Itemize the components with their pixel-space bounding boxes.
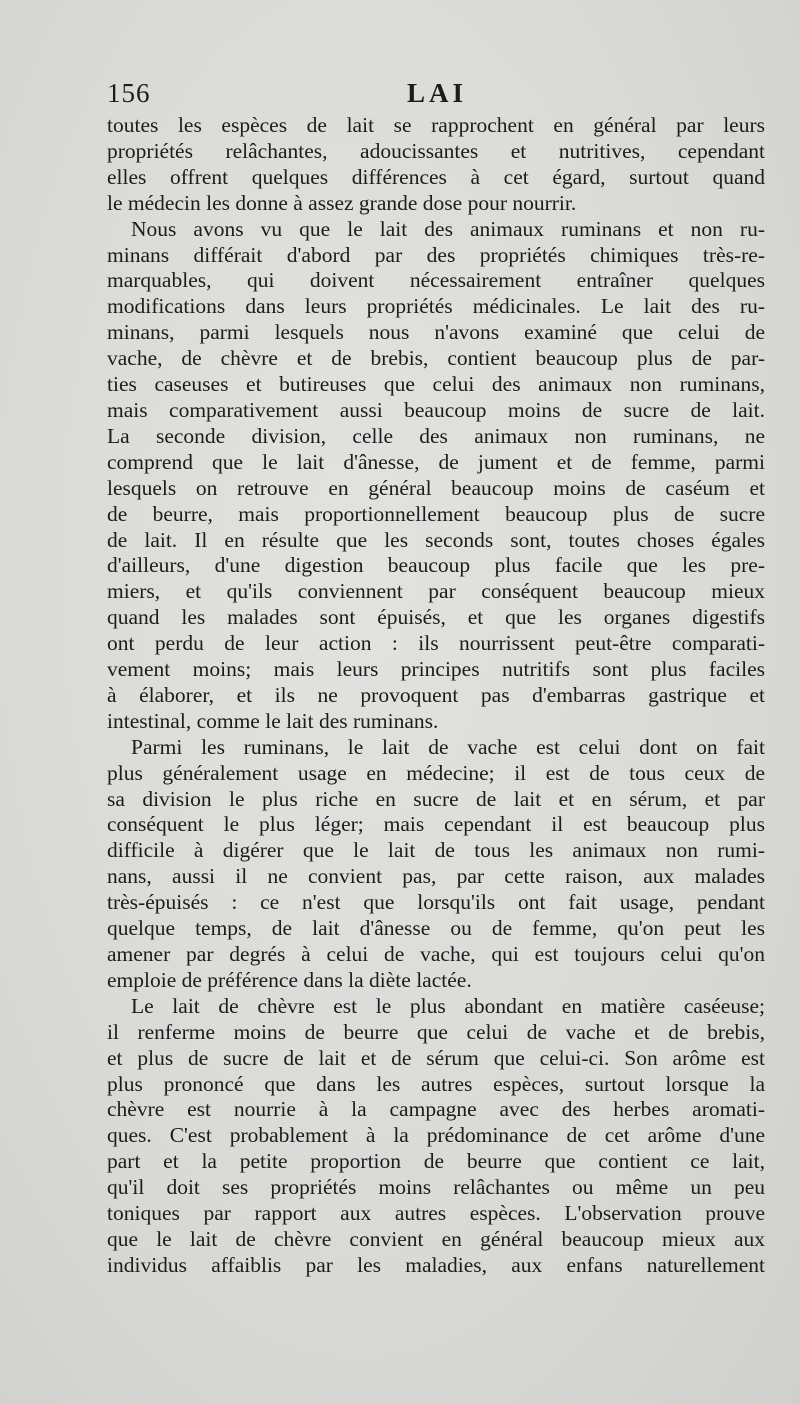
text-line: et plus de sucre de lait et de sérum que celui-ci. Son arôme est bbox=[107, 1045, 765, 1070]
text-line: Le lait de chèvre est le plus abondant en matière caséeuse; bbox=[131, 993, 765, 1018]
text-line: plus généralement usage en médecine; il est de tous ceux de bbox=[107, 760, 765, 785]
text-line: nans, aussi il ne convient pas, par cette raison, aux malades bbox=[107, 864, 765, 889]
text-line: plus prononcé que dans les autres espèces, surtout lorsque la bbox=[107, 1071, 765, 1096]
text-line: vache, de chèvre et de brebis, contient beaucoup plus de par- bbox=[107, 346, 765, 371]
text-line: toniques par rapport aux autres espèces. L'observation prouve bbox=[107, 1201, 765, 1226]
text-line: Parmi les ruminans, le lait de vache est celui dont on fait bbox=[131, 734, 765, 759]
text-line: Nous avons vu que le lait des animaux ruminans et non ru- bbox=[131, 216, 765, 241]
text-line: amener par degrés à celui de vache, qui est toujours celui qu'on bbox=[107, 942, 765, 966]
text-line: à élaborer, et ils ne provoquent pas d'embarras gastrique et bbox=[107, 682, 765, 707]
text-line: très-épuisés : ce n'est que lorsqu'ils ont fait usage, pendant bbox=[107, 890, 765, 915]
text-line: ties caseuses et butireuses que celui des animaux non ruminans, bbox=[107, 372, 765, 397]
text-line: minans différait d'abord par des propriétés chimiques très-re- bbox=[107, 242, 765, 267]
body-text bbox=[107, 113, 765, 1279]
text-line: comprend que le lait d'ânesse, de jument et de femme, parmi bbox=[107, 449, 765, 474]
text-line: elles offrent quelques différences à cet égard, surtout quand bbox=[107, 164, 765, 189]
paragraph bbox=[107, 735, 765, 994]
text-line: qu'il doit ses propriétés moins relâchantes ou même un peu bbox=[107, 1175, 765, 1200]
running-head: LAI bbox=[407, 78, 468, 108]
text-line: chèvre est nourrie à la campagne avec des herbes aromati- bbox=[107, 1097, 765, 1122]
text-line: part et la petite proportion de beurre que contient ce lait, bbox=[107, 1149, 765, 1174]
text-line: modifications dans leurs propriétés médicinales. Le lait des ru- bbox=[107, 294, 765, 319]
text-line: difficile à digérer que le lait de tous les animaux non rumi- bbox=[107, 838, 765, 863]
text-line: quand les malades sont épuisés, et que les organes digestifs bbox=[107, 605, 765, 630]
text-line: individus affaiblis par les maladies, aux enfans naturellement bbox=[107, 1252, 765, 1277]
page-header bbox=[107, 78, 767, 112]
text-line: vement moins; mais leurs principes nutritifs sont plus faciles bbox=[107, 657, 765, 682]
paragraph bbox=[107, 217, 765, 735]
text-line: d'ailleurs, d'une digestion beaucoup plus facile que les pre- bbox=[107, 553, 765, 578]
text-line: il renferme moins de beurre que celui de vache et de brebis, bbox=[107, 1019, 765, 1044]
text-line: propriétés relâchantes, adoucissantes et nutritives, cependant bbox=[107, 138, 765, 163]
text-line: quelque temps, de lait d'ânesse ou de femme, qu'on peut les bbox=[107, 916, 765, 941]
text-line: que le lait de chèvre convient en général beaucoup mieux aux bbox=[107, 1226, 765, 1251]
text-line: de beurre, mais proportionnellement beaucoup plus de sucre bbox=[107, 501, 765, 526]
text-line: toutes les espèces de lait se rapprochent en général par leurs bbox=[107, 113, 765, 137]
text-line: ques. C'est probablement à la prédominance de cet arôme d'une bbox=[107, 1123, 765, 1148]
text-line: minans, parmi lesquels nous n'avons examiné que celui de bbox=[107, 320, 765, 345]
text-line: sa division le plus riche en sucre de lait et en sérum, et par bbox=[107, 786, 765, 811]
text-line: intestinal, comme le lait des ruminans. bbox=[107, 708, 439, 733]
text-line: emploie de préférence dans la diète lactée. bbox=[107, 967, 472, 992]
text-line: lesquels on retrouve en général beaucoup moins de caséum et bbox=[107, 475, 765, 500]
text-line: marquables, qui doivent nécessairement entraîner quelques bbox=[107, 268, 765, 293]
text-line: mais comparativement aussi beaucoup moins de sucre de lait. bbox=[107, 397, 765, 422]
paragraph bbox=[107, 113, 765, 217]
text-line: le médecin les donne à assez grande dose pour nourrir. bbox=[107, 190, 577, 215]
paragraph bbox=[107, 994, 765, 1279]
text-line: ont perdu de leur action : ils nourrissent peut-être comparati- bbox=[107, 631, 765, 656]
text-line: La seconde division, celle des animaux non ruminans, ne bbox=[107, 423, 765, 448]
text-line: miers, et qu'ils conviennent par conséquent beaucoup mieux bbox=[107, 579, 765, 604]
page-number: 156 bbox=[107, 78, 151, 108]
text-line: de lait. Il en résulte que les seconds sont, toutes choses égales bbox=[107, 527, 765, 552]
text-line: conséquent le plus léger; mais cependant il est beaucoup plus bbox=[107, 812, 765, 837]
